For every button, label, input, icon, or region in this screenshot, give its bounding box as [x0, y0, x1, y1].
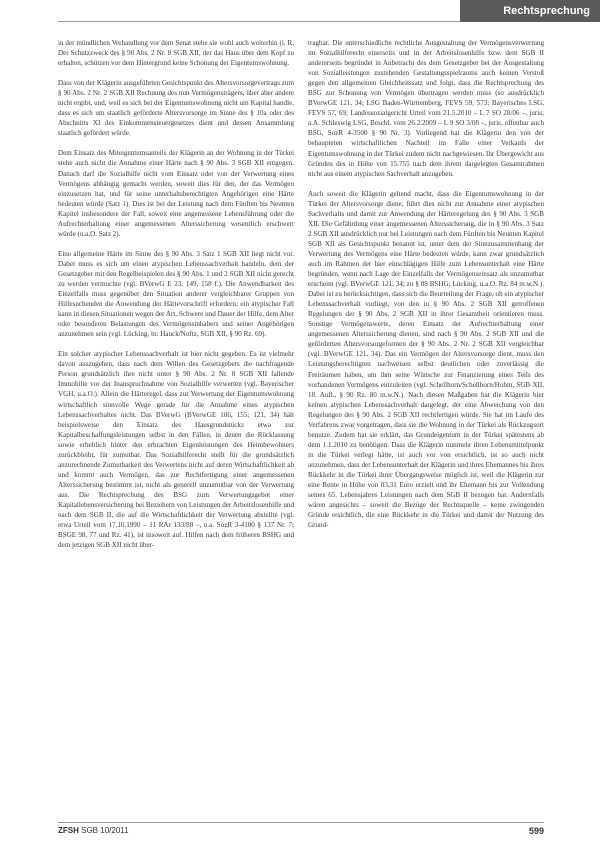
section-label: Rechtsprechung	[460, 0, 600, 22]
journal-brand: ZFSH	[58, 826, 79, 835]
page-footer	[58, 826, 544, 838]
paragraph: in der mündlichen Verhandlung vor dem Senat stehe sie wohl auch weiterhin (i. R. Der Schutzzweck des § 90 Abs. 2 Nr. 8 SGB XII, der das Haus über dem Kopf zu erhalten, schützen vor dem Hintergrund keine Schonung der Eigentumswohnung.	[58, 39, 294, 68]
left-column	[58, 38, 294, 808]
right-column	[308, 38, 544, 808]
paragraph: tragbar. Die unterschiedliche rechtliche Ausgestaltung der Vermögensverwertung im Sozialhilferecht einerseits und in der Arbeitslosenhilfe bzw. dem SGB II andererseits begründet in Anbetracht des dem Gesetzgeber bei der Ausgestaltung von Sozialleistungen zustehenden Gestaltungsspielraums auch keinen Verstoß gegen den allgemeinen Gleichheitssatz und folgt, dass die Rechtsprechung des BSG zur Schonung von Vermögen übertragen werden muss (so ausdrücklich BVerwGE 121, 34; LSG Baden-Württemberg, FEVS 59, 573; Bayerisches LSG, FEVS 57, 69; Landessozialgericht Urteil vom 21.5.2010 – L 7 SO 28/06 –, juris; a.A. Schleswig LSG, Beschl. vom 26.2.2009 – L 9 SO 3/08 –, juris, offenbar auch BSG, SozR 4-3500 § 90 Nr. 3). Vorliegend hat die Klägerin den von der behaupteten wirtschaftlichen Nachteil im Falle einer Verkaufs der Eigentumswohnung in der Türkei zudem nicht nachgewiesen. Ihr Übergewicht aus Gründen des in Höhe von 15.755 nach dem ihrem dargelegten Gesamtrahmen nicht aus einem atypischen Sachverhalt anzugeben.	[308, 39, 544, 178]
paragraph: Eine allgemeine Härte im Sinne des § 90 Abs. 3 Satz 1 SGB XII liegt nicht vor. Dabei muss es sich um einen atypischen Lebenssachverhalt handeln, dem der Gesetzgeber mit den Regelbeispielen des § 90 Abs. 1 und 2 SGB XII nicht gerecht zu werden vermochte (vgl. BVerwG E 23, 149, 158 f.). Die Anwendbarkeit des Einzelfalls muss gegenüber den Situation anderer vergleichbarer Gruppen von Hilfesuchenden die Anwendung der Härtevorschrift erfordern; ein atypischer Fall kann in diesen Situationen wegen der Art, Schwere und Dauer der Hilfe, dem Alter oder besonderen Belastungen des Vermögensinhabers und seiner Angehörigen anzunehmen sein (vgl. Lücking, in: Hauck/Noftz, SGB XII, § 90 Rz. 69).	[58, 249, 294, 339]
header-rule	[58, 21, 460, 22]
paragraph: Ein solcher atypischer Lebenssachverhalt ist hier nicht gegeben. Es ist vielmehr davon auszugehen, dass nach dem Willen des Gesetzgebers die nachfragende Person grundsätzlich ihre nicht unter § 90 Abs. 2 Nr. 8 SGB XII fallende Immobilie vor der Inanspruchnahme von Sozialhilfe verwerten (vgl. Bayerischer VGH, u.a.O.). Allein die Härteregel, dass zur Verwertung der Eigentumswohnung wirtschaftlich sinnvolle Wege gerade für die Annahme eines atypischen Lebenssachverhaltes nicht. Das BVerwG (BVerwGE 106, 155; 121, 34) hält beispielsweise den Einsatz des Hausgrundstücks etwa zur Kapitalbeschaffungsleistungen selbst in den Fällen, in denen die Rücklassung sowie erheblich hinter den erbrachten Eigenleistungen des Heimbewohners zurückbleibt, für zumutbar. Das Sozialhilferecht stellt für die grundsätzlich anzurechnende Zumutbarkeit des Verwertens nicht auf deren Wirtschaftlichkeit ab und kommt auch Vermögen, das zur Rechtfertigung einer angemessenen Alterssicherung bestimmt ist, nicht als generell unzumutbar von der Verwertung aus. Die Rechtsprechung des BSG zum Verwertungsgebot einer Kapitallebensversicherung bei Beziehern von Leistungen der Arbeitslosenhilfe und nach dem SGB II, die auf die Wirtschaftlichkeit der Verwertung abstellte (vgl. etwa Urteil vom 17.10.1990 – 11 RAr 133/88 –, u.a. SozR 3-4100 § 137 Nr. 7; BSGE 98, 77 und Rz. 41), ist insoweit auf. Hilfen nach dem früheren BSHG und dem jetzigen SGB XII nicht über-	[58, 350, 294, 550]
paragraph: Auch soweit die Klägerin geltend macht, dass die Eigentumswohnung in der Türkei der Altersvorsorge diene, führt dies nicht zur Annahme einer atypischen Sachverhalts und damit zur Anwendung der Härteregelung des § 90 Abs. 3 SGB XII. Die Gefährdung einer angemessenen Alterssicherung, die in § 90 Abs. 3 Satz 2 SGB XII ausdrücklich nur bei Leistungen nach dem Fünften bis Neunten Kapitel SGB XII als Gesichtspunkt benannt ist, unter dem der Sinnzusammenhang der Verwertung des Vermögens eine Härte bedeuten würde, kann zwar grundsätzlich auch im Rahmen der hier einschlägigen Hilfe zum Lebensunterhalt eine Härte begründen, wenn nach Lage der Einzelfalls der Vermögenseinsatz als unzumutbar erscheint (vgl. BVerwGE 121, 34; zu § 88 BSHG; Lücking, u.a.O. Rz. 84 m.w.N.). Dabei ist zu berücksichtigen, dass sich die Beurteilung der Frage, ob ein atypischer Lebenssachverhalt vorliegt, von den in § 90 Abs. 2 SGB XII getroffenen Regelungen der § 90 Abs. 2 SGB XII in ihrer Gesamtheit orientieren muss. Sonstige Vermögenswerte, deren Einsatz der Aufrechterhaltung einer angemessenen Alterssicherung dienen, sind nach § 90 Abs. 2 SGB XII und die geförderten Altersvorsorgeformen der § 90 Abs. 2 Nr. 2 SGB XII vergleichbar (vgl. BVerwGE 121, 34). Das ein Vermögen der Altersvorsorge dient, muss den Leistungsberechtigten nachweisen selbst deutlichen oder zuverlässig die Freiräumen haben, um ihm seine Wünsche zur Finanzierung eines Teils des vorhandenen Vermögens einzuleiten (vgl. Schellhorn/Schellhorn/Hohm, SGB XII, 18. Aufl., § 90 Rz. 80 m.w.N.). Nach diesen Maßgaben hat die Klägerin hier keinen atypischen Lebenssachverhalt dargelegt, der eine Abweichung von den Regelungen des § 90 Abs. 2 SGB XII rechtfertigen würde. Sie hat im Laufe des Verfahrens zwar vorgetragen, dass sie die Wohnung in der Türkei als Rückzugsort benutze. Zudem hat sie erklärt, das Grundeigentum in der Türkei spätestens ab dem 1.1.2010 zu benötigen. Dass die Klägerin nunmehr ihren Lebensmittelpunkt in die Türkei verlegt hätte, ist auch vor von ersichtlich, ist so auch nicht anzunehmen, dass der Lebensunterhalt der Klägerin und ihres Ehemannes bis ihres Rückkehr in die Türkei ihrer Übergangsweise möglich ist, weil die Klägerin zur eine Rente in Höhe von 83,31 Euro erzielt und ihr Ehemann bis zur Vollendung seines 65. Lebensjahres Leistungen nach dem SGB II bezogen hat. Andernfalls wären angesichts – soweit die Bezüge der Rechtsquelle – keine zwingenden Gründe ersichtlich, die eine Rückkehr in die Türkei und damit der Nutzung des Grund-	[308, 189, 544, 530]
footer-rule	[58, 822, 544, 823]
page-header	[0, 0, 600, 22]
paragraph: Dem Einsatz des Miteigentumsanteils der Klägerin an der Wohnung in der Türkei stehe auch nicht die Annahme einer Härte nach § 90 Abs. 3 SGB XII entgegen. Danach darf die Sozialhilfe nicht vom Einsatz oder von der Verwertung eines Vermögens abhängig gemacht werden, soweit dies für den, der das Vermögen einzusetzen hat, und für seine unterhaltsberechtigten Angehörigen eine Härte bedeuten würde (Satz 1). Dies ist bei der Leistung nach dem Fünften bis Neunten Kapitel insbesondere der Fall, soweit eine angemessene Lebensführung oder die Aufrechterhaltung einer angemessenen Alterssicherung wesentlich erschwert würde (u.a.O. Satz 2).	[58, 149, 294, 238]
page-number: 599	[528, 826, 544, 836]
journal-name	[58, 826, 129, 835]
journal-issue: SGB 10/2011	[81, 826, 129, 835]
paragraph: Dass von der Klägerin ausgeführten Gesichtspunkt des Altersvorsorgevertrags zum § 90 Abs. 2 Nr. 2 SGB XII Rechnung des nun Vermögensträgers, über aber andere nicht ergibt, und, weil es sich bei der Eigentumswohnung nicht um Kapital handle, dass es sich um staatlich geförderte Altersvorsorge im Sinne des § 10a oder des Abschnitts XI des Einkommensteuergesetzes dient und dessen Ansammlung staatlich gefördert würde.	[58, 79, 294, 138]
